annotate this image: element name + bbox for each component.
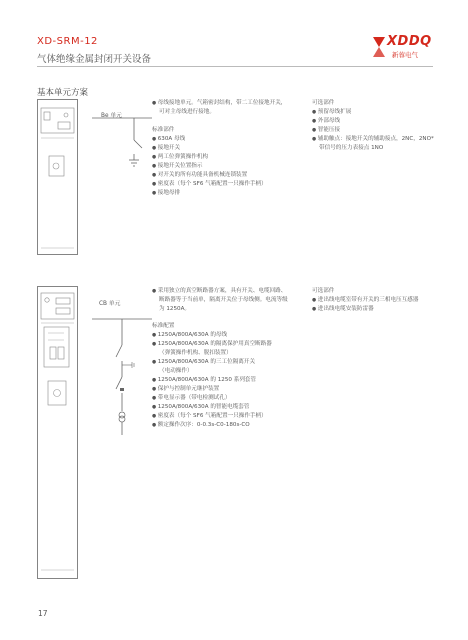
company-logo <box>371 34 435 62</box>
be-optional-item: ● 外部母线 <box>312 117 434 126</box>
cb-optional-title: 可选部件 <box>312 288 335 294</box>
cb-intro-line-1: ● 采用独立的真空断路器方案，具有开关、电缆回路、 <box>152 287 288 296</box>
cb-intro-line-3: 为 1250A。 <box>159 306 191 312</box>
page-number: 17 <box>38 609 48 618</box>
be-standard-item: ● 接地开关位置指示 <box>152 162 267 171</box>
cb-optional-list <box>312 287 418 314</box>
be-standard-list <box>152 126 267 198</box>
cb-standard-item: ● 密度表（每个 SF6 气箱配置一只操作手柄） <box>152 412 272 421</box>
cb-intro <box>152 287 288 314</box>
be-optional-item: ● 辅助触点：接地开关的辅助接点，2NC，2NO* <box>312 135 434 144</box>
cb-standard-subitem: （电动操作） <box>159 368 193 374</box>
be-intro-line-2: 可对主母线进行接地。 <box>159 109 215 115</box>
cb-unit-label: CB 单元 <box>99 301 121 307</box>
section-title: 基本单元方案 <box>37 88 89 98</box>
cb-standard-list <box>152 322 272 430</box>
product-title: 气体绝缘金属封闭开关设备 <box>37 54 152 65</box>
be-standard-item: ● 对开关的所有功能具备机械连锁装置 <box>152 171 267 180</box>
cb-standard-item: ● 保护与控制单元继护装置 <box>152 385 272 394</box>
be-intro-line-1: ● 母线接地单元。气箱密封结构，带二工位接地开关， <box>152 99 286 108</box>
be-intro <box>152 99 286 117</box>
logo-brand: 新蓉电气 <box>392 51 418 59</box>
cb-standard-item: ● 1250A/800A/630A 的母线 <box>152 331 272 340</box>
cb-standard-item: ● 1250A/800A/630A 的 1250 系列套管 <box>152 376 272 385</box>
be-standard-item: ● 接地开关 <box>152 144 267 153</box>
be-optional-note: 带信号的压力表接点 1NO <box>319 145 384 151</box>
be-optional-item: ● 预留母线扩展 <box>312 108 434 117</box>
cb-standard-item: ● 带电显示器（带电检测试孔） <box>152 394 272 403</box>
be-standard-item: ● 两工位弹簧操作机构 <box>152 153 267 162</box>
logo-emblem-icon <box>371 35 387 59</box>
be-optional-list <box>312 99 434 153</box>
cb-optional-item: ● 进出线电缆安装防雷器 <box>312 305 418 314</box>
header-divider <box>37 66 433 67</box>
logo-text: XDDQ <box>387 34 432 49</box>
cb-standard-title: 标准配置 <box>152 323 175 329</box>
be-standard-item: ● 接地母排 <box>152 189 267 198</box>
be-unit-drawing <box>36 98 156 258</box>
be-unit-label: Be 单元 <box>101 113 122 119</box>
be-standard-item: ● 密度表（每个 SF6 气箱配置一只操作手柄） <box>152 180 267 189</box>
cb-intro-line-2: 断路器等于当前单，隔离开关位于母线侧。电流等级 <box>159 297 288 303</box>
model-title: XD-SRM-12 <box>37 36 98 47</box>
cb-optional-item: ● 进出线电缆室带有开关的三相电压互感器 <box>312 296 418 305</box>
be-standard-item: ● 630A 母线 <box>152 135 267 144</box>
cb-standard-item: ● 1250A/800A/630A 的智能电缆套管 <box>152 403 272 412</box>
be-optional-item: ● 智能压接 <box>312 126 434 135</box>
cb-standard-subitem: （弹簧操作机构、脱扣装置） <box>159 350 232 356</box>
cb-standard-item: ● 1250A/800A/630A 的三工位隔离开关 <box>152 358 272 367</box>
cb-standard-item: ● 额定操作次序：0-0.3s-C0-180s-CO <box>152 421 272 430</box>
be-optional-title: 可选部件 <box>312 100 335 106</box>
cb-unit-drawing <box>36 285 156 581</box>
be-standard-title: 标准部件 <box>152 127 175 133</box>
cb-standard-item: ● 1250A/800A/630A 的隔离保护用真空断路器 <box>152 340 272 349</box>
